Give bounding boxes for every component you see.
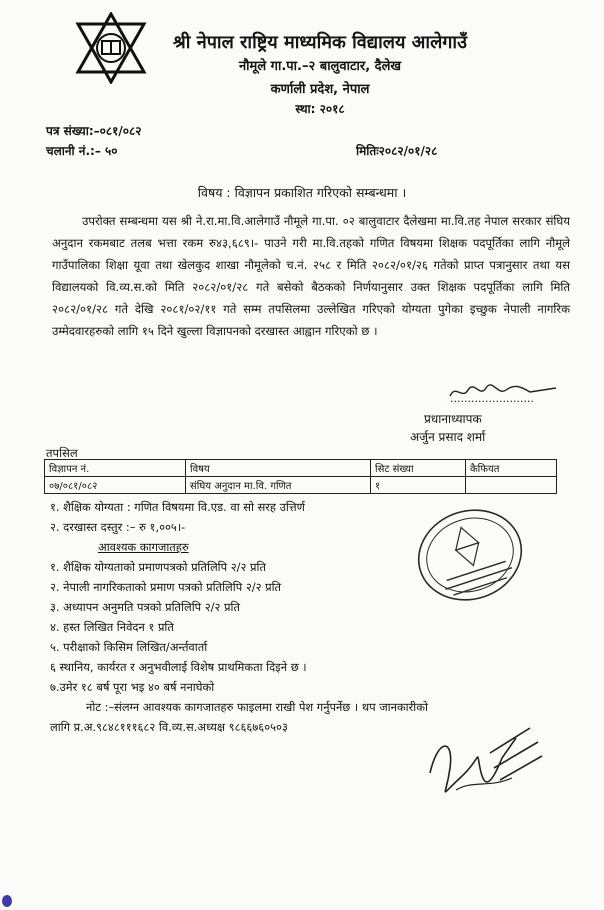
list-item: ४. हस्त लिखित निवेदन १ प्रति bbox=[50, 620, 174, 634]
signature-dots: ........................ bbox=[450, 392, 534, 405]
school-address: नौमूले गा.पा.–२ बालुवाटार, दैलेख bbox=[238, 59, 402, 74]
fee-item: २. दरखास्त दस्तुर :– रु १,००५।- bbox=[50, 520, 186, 534]
cell-seats: १ bbox=[371, 477, 466, 494]
signatory-title: प्रधानाध्यापक bbox=[424, 412, 482, 426]
school-name: श्री नेपाल राष्ट्रिय माध्यमिक विद्यालय आलेगाउँ bbox=[173, 32, 467, 53]
official-stamp bbox=[410, 500, 530, 610]
col-header-vacancy-no: विज्ञापन नं. bbox=[45, 460, 186, 477]
dispatch-number: चलानी नं.:– ५० bbox=[46, 144, 118, 158]
list-item: ३. अध्यापन अनुमति पत्रको प्रतिलिपि २/२ प्रति bbox=[50, 600, 240, 614]
ink-mark bbox=[2, 895, 12, 907]
note-line-1: नोट :–संलग्न आवश्यक कागजातहरु फाइलमा राखी पेश गर्नुपर्नेछ । थप जानकारीको bbox=[86, 700, 428, 714]
letter-date: मितिः२०८२/०१/२८ bbox=[356, 144, 438, 158]
cell-subject: संघिय अनुदान मा.वि. गणित bbox=[186, 477, 371, 494]
list-item: ६ स्थानिय, कार्यरत र अनुभवीलाई विशेष प्राथमिकता दिइने छ । bbox=[50, 660, 307, 674]
body-paragraph: उपरोक्त सम्बन्धमा यस श्री ने.रा.मा.वि.आलेगाउँ नौमूले गा.पा. ०२ बालुवाटार दैलेखमा मा.वि.तह नेपाल सरकार संघिय अनुदान रकमबाट तलब भत्ता रकम रु४३,६८९।- पाउने गरी मा.वि.तहको गणित विषयमा शिक्षक पदपूर्तिका लागि नौमूले गाउँपालिका शिक्षा यूवा तथा खेलकुद शाखा नौमूलेको च.नं. २५८ र मिति २०८२/०१/२६ गतेको प्राप्त पत्रानुसार तथा यस विद्यालयको वि.व्य.स.को मिति २०८२/०१/२८ गते बसेको बैठकको निर्णयानुसार उक्त शिक्षक पदपूर्तिका लागि मिति २०८२/०१/२८ गते देखि २०८१/०२/११ गते सम्म तपसिलमा उल्लेखित गरिएको योग्यता पुगेका इच्छुक नेपाली नागरिक उम्मेदवारहरुको लागि १५ दिने खुल्ला विज्ञापनको दरखास्त आह्वान गरिएको छ । bbox=[52, 214, 570, 338]
col-header-remarks: कैफियत bbox=[466, 460, 557, 477]
tapasil-heading: तपसिल bbox=[46, 446, 78, 460]
list-item: ७.उमेर १८ बर्ष पूरा भइ ४० बर्ष ननाघेको bbox=[50, 680, 215, 694]
province: कर्णाली प्रदेश, नेपाल bbox=[270, 82, 370, 97]
qualification-item: १. शैक्षिक योग्यता : गणित विषयमा वि.एड. वा सो सरह उत्तिर्ण bbox=[50, 500, 305, 514]
col-header-seats: सिट संख्या bbox=[371, 460, 466, 477]
cell-remarks bbox=[466, 477, 557, 494]
signatory-name: अर्जुन प्रसाद शर्मा bbox=[410, 430, 486, 444]
principal-signature bbox=[446, 382, 566, 402]
note-line-2: लागि प्र.अ.९८४८१११६८२ वि.व्य.स.अध्यक्ष ९८६६७६०५०३ bbox=[50, 720, 288, 734]
requirements-list bbox=[50, 0, 430, 910]
col-header-subject: विषय bbox=[186, 460, 371, 477]
handwritten-signature bbox=[420, 718, 550, 808]
letter-number: पत्र संख्या:–०८१/०८२ bbox=[46, 124, 142, 138]
list-item: २. नेपाली नागरिकताको प्रमाण पत्रको प्रतिलिपि २/२ प्रति bbox=[50, 580, 282, 594]
documents-heading: आवश्यक कागजातहरु bbox=[98, 540, 189, 554]
subject-line: विषय : विज्ञापन प्रकाशित गरिएको सम्बन्धमा । bbox=[197, 185, 407, 200]
list-item: १. शैक्षिक योग्यताको प्रमाणपत्रको प्रतिलिपि २/२ प्रति bbox=[50, 560, 266, 574]
cell-vacancy-no: ०७/०८१/०८२ bbox=[45, 477, 186, 494]
established: स्था: २०१८ bbox=[295, 102, 345, 116]
list-item: ५. परीक्षाको किसिम लिखित/अर्न्तवार्ता bbox=[50, 640, 208, 654]
